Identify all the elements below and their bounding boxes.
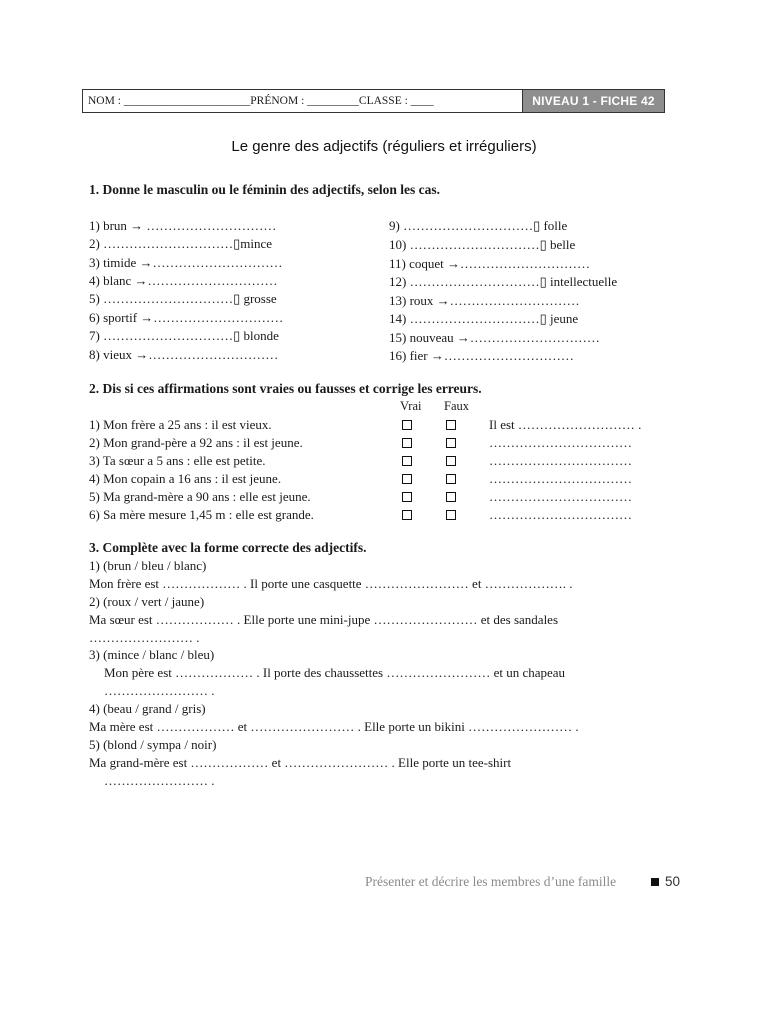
correction-field[interactable]: ……………………………: [489, 435, 632, 450]
false-checkbox[interactable]: [446, 492, 456, 502]
exercise-3-line: 5) (blond / sympa / noir): [89, 737, 217, 752]
false-checkbox[interactable]: [446, 456, 456, 466]
page-title: Le genre des adjectifs (réguliers et irréguliers): [231, 138, 537, 155]
correction-field[interactable]: ……………………………: [489, 507, 632, 522]
exercise-3-line: Ma grand-mère est ……………… et …………………… . Elle porte un tee-shirt: [89, 755, 512, 770]
exercise-1-item: 5) …………………………▯ grosse: [89, 291, 277, 306]
exercise-1-item: 3) timide →…………………………: [89, 255, 283, 270]
exercise-1-item: 2) …………………………▯mince: [89, 236, 272, 251]
correction-field[interactable]: ……………………………: [489, 489, 632, 504]
false-checkbox[interactable]: [446, 420, 456, 430]
true-checkbox[interactable]: [402, 492, 412, 502]
true-checkbox[interactable]: [402, 456, 412, 466]
true-checkbox[interactable]: [402, 474, 412, 484]
exercise-3-line: Ma sœur est ……………… . Elle porte une mini-jupe …………………… et des sandales: [89, 612, 559, 627]
exercise-1-item: 15) nouveau →…………………………: [389, 330, 600, 345]
statement-text: 5) Ma grand-mère a 90 ans : elle est jeune.: [89, 489, 311, 504]
square-bullet-icon: [651, 878, 659, 886]
true-column-header: Vrai: [400, 399, 422, 413]
exercise-3-line: 1) (brun / bleu / blanc): [89, 558, 207, 573]
exercise-3-line: …………………… .: [104, 773, 215, 788]
footer-chapter-title: Présenter et décrire les membres d’une famille: [365, 874, 617, 889]
false-checkbox[interactable]: [446, 438, 456, 448]
exercise-3-line: Mon frère est ……………… . Il porte une casquette …………………… et ………………. .: [89, 576, 573, 591]
exercise-1-item: 13) roux →…………………………: [389, 293, 580, 308]
true-checkbox[interactable]: [402, 438, 412, 448]
statement-text: 4) Mon copain a 16 ans : il est jeune.: [89, 471, 282, 486]
true-checkbox[interactable]: [402, 420, 412, 430]
exercise-1-item: 4) blanc →…………………………: [89, 273, 278, 288]
exercise-1-item: 10) …………………………▯ belle: [389, 237, 576, 252]
exercise-1-item: 11) coquet →…………………………: [389, 256, 590, 271]
correction-field[interactable]: ……………………………: [489, 471, 632, 486]
statement-text: 2) Mon grand-père a 92 ans : il est jeune.: [89, 435, 303, 450]
correction-field[interactable]: Il est ……………………… .: [489, 417, 642, 432]
exercise-1-item: 6) sportif →…………………………: [89, 310, 284, 325]
page-number: 50: [665, 874, 681, 889]
exercise-1-item: 9) …………………………▯ folle: [389, 218, 568, 233]
correction-field[interactable]: ……………………………: [489, 453, 632, 468]
false-checkbox[interactable]: [446, 510, 456, 520]
true-checkbox[interactable]: [402, 510, 412, 520]
statement-text: 6) Sa mère mesure 1,45 m : elle est grande.: [89, 507, 314, 522]
exercise-3-line: …………………… .: [104, 683, 215, 698]
student-info-fields: NOM : ______________________PRÉNOM : _________CLASSE : ____: [88, 95, 434, 107]
level-badge: NIVEAU 1 - FICHE 42: [522, 90, 664, 112]
section-2-heading: 2. Dis si ces affirmations sont vraies ou fausses et corrige les erreurs.: [89, 381, 482, 396]
student-info-header: [82, 89, 665, 113]
exercise-3-line: 3) (mince / blanc / bleu): [89, 647, 215, 662]
exercise-1-item: 7) …………………………▯ blonde: [89, 328, 279, 343]
exercise-1-item: 12) …………………………▯ intellectuelle: [389, 274, 618, 289]
exercise-3-line: Mon père est ……………… . Il porte des chaussettes …………………… et un chapeau: [104, 665, 566, 680]
statement-text: 3) Ta sœur a 5 ans : elle est petite.: [89, 453, 266, 468]
exercise-3-line: 4) (beau / grand / gris): [89, 701, 206, 716]
exercise-3-line: Ma mère est ……………… et …………………… . Elle porte un bikini …………………… .: [89, 719, 579, 734]
section-3-heading: 3. Complète avec la forme correcte des adjectifs.: [89, 540, 367, 555]
exercise-3-line: 2) (roux / vert / jaune): [89, 594, 205, 609]
false-column-header: Faux: [444, 399, 469, 413]
section-1-heading: 1. Donne le masculin ou le féminin des adjectifs, selon les cas.: [89, 182, 440, 197]
exercise-1-item: 16) fier →…………………………: [389, 348, 574, 363]
statement-text: 1) Mon frère a 25 ans : il est vieux.: [89, 417, 272, 432]
exercise-1-item: 14) …………………………▯ jeune: [389, 311, 579, 326]
false-checkbox[interactable]: [446, 474, 456, 484]
exercise-1-item: 8) vieux →…………………………: [89, 347, 279, 362]
exercise-3-line: …………………… .: [89, 630, 200, 645]
exercise-1-item: 1) brun → …………………………: [89, 218, 277, 233]
